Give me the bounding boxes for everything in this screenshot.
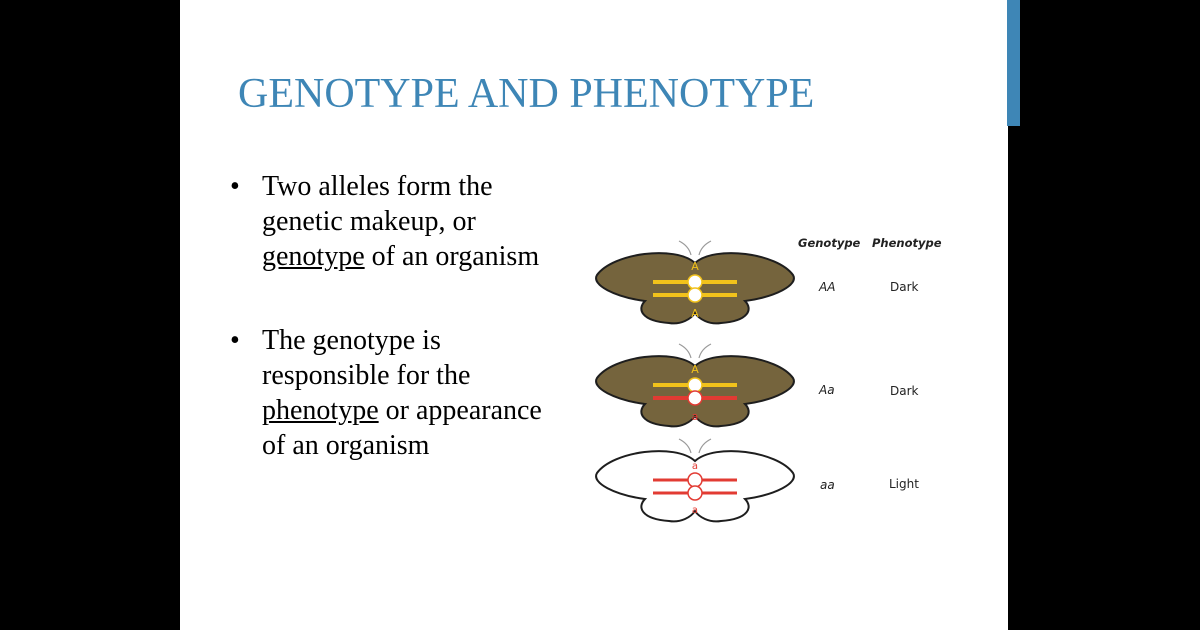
bullet-dot-icon: •	[230, 325, 240, 356]
moth-row-aa-dominant	[596, 241, 918, 323]
moth-dark-icon	[596, 241, 794, 323]
bullet-text	[262, 323, 550, 463]
moth-dark-icon	[596, 344, 794, 426]
bullet-point	[230, 169, 550, 274]
allele-label: a	[691, 461, 699, 472]
phenotype-value: Dark	[890, 280, 919, 294]
moth-genotype-diagram	[590, 225, 950, 535]
moth-row-aa-heterozygous	[596, 344, 918, 426]
allele-label: A	[691, 363, 699, 376]
accent-bar	[1007, 0, 1020, 126]
bullet-point	[230, 323, 550, 463]
allele-label: a	[691, 410, 699, 423]
moth-light-icon	[596, 439, 794, 521]
allele-label: A	[691, 307, 699, 320]
genotype-value: aa	[820, 478, 835, 492]
bullet-text-before: The genotype is responsible for the	[262, 325, 471, 391]
phenotype-value: Light	[889, 477, 919, 491]
header-phenotype: Phenotype	[872, 236, 942, 250]
underlined-term: phenotype	[262, 395, 379, 426]
phenotype-value: Dark	[890, 384, 919, 398]
bullet-dot-icon: •	[230, 171, 240, 202]
bullet-text-after: or appearance of an organism	[262, 395, 542, 461]
genotype-value: Aa	[819, 383, 835, 397]
bullet-text-before: Two alleles form the genetic makeup, or	[262, 171, 493, 237]
genotype-value: AA	[819, 280, 836, 294]
underlined-term: genotype	[262, 241, 365, 272]
allele-label: a	[691, 505, 699, 516]
header-genotype: Genotype	[798, 236, 861, 250]
allele-label: A	[691, 260, 699, 273]
moth-row-aa-recessive	[596, 439, 919, 521]
slide-title: GENOTYPE AND PHENOTYPE	[238, 71, 815, 117]
bullet-text	[262, 169, 550, 274]
bullet-text-after: of an organism	[364, 241, 540, 272]
